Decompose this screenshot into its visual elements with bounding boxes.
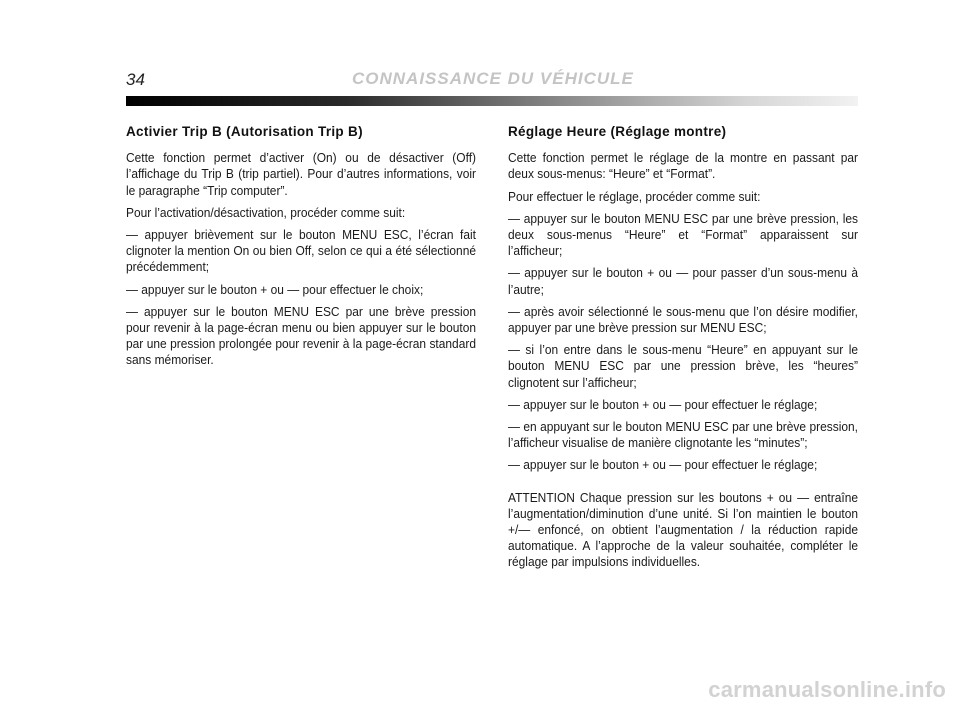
paragraph: — appuyer brièvement sur le bouton MENU ESC, l’écran fait clignoter la mention On ou bien Off, selon ce qui a été sélectionné précédemment; <box>126 227 477 275</box>
paragraph: Pour l’activation/désactivation, procéder comme suit: <box>126 204 406 220</box>
paragraph: — appuyer sur le bouton + ou — pour effectuer le réglage; <box>508 396 818 412</box>
paragraph: Cette fonction permet le réglage de la montre en passant par deux sous-menus: “Heure” et “Format”. <box>508 150 859 182</box>
paragraph: — appuyer sur le bouton MENU ESC par une brève pression pour revenir à la page-écran menu ou bien appuyer sur le bouton par une pression prolongée pour revenir à la page-écran standard sans mémoriser. <box>126 303 477 368</box>
paragraph: — en appuyant sur le bouton MENU ESC par une brève pression, l’afficheur visualise de manière clignotante les “minutes”; <box>508 419 859 451</box>
left-column <box>126 124 476 375</box>
attention-note: ATTENTION Chaque pression sur les boutons + ou — entraîne l’augmentation/diminution d’une unité. Si l’on maintien le bouton +/— enfoncé, on obtient l’augmentation / la réduction rapide automatique. A l’approche de la valeur souhaitée, compléter le réglage par impulsions individuelles. <box>508 489 859 570</box>
paragraph: — appuyer sur le bouton + ou — pour effectuer le réglage; <box>508 457 818 473</box>
header-rule <box>126 96 858 106</box>
paragraph: — appuyer sur le bouton MENU ESC par une brève pression, les deux sous-menus “Heure” et “Format” apparaissent sur l’afficheur; <box>508 210 859 259</box>
paragraph: — si l’on entre dans le sous-menu “Heure” en appuyant sur le bouton MENU ESC par une pression brève, les “heures” clignotent sur l’afficheur; <box>508 342 859 390</box>
watermark: carmanualsonline.info <box>708 677 946 702</box>
section-title: CONNAISSANCE DU VÉHICULE <box>352 69 634 88</box>
paragraph: Pour effectuer le réglage, procéder comme suit: <box>508 188 761 204</box>
paragraph: — après avoir sélectionné le sous-menu que l’on désire modifier, appuyer par une brève pression sur MENU ESC; <box>508 303 859 336</box>
paragraph: — appuyer sur le bouton + ou — pour effectuer le choix; <box>126 281 424 297</box>
page-number: 34 <box>126 70 145 89</box>
paragraph: Cette fonction permet d’activer (On) ou de désactiver (Off) l’affichage du Trip B (trip partiel). Pour d’autres informations, voir le paragraphe “Trip computer”. <box>126 150 477 198</box>
right-column <box>508 124 858 577</box>
clock-heading: Réglage Heure (Réglage montre) <box>508 124 727 139</box>
trip-b-heading: Activier Trip B (Autorisation Trip B) <box>126 124 363 139</box>
paragraph: — appuyer sur le bouton + ou — pour passer d’un sous-menu à l’autre; <box>508 265 859 297</box>
